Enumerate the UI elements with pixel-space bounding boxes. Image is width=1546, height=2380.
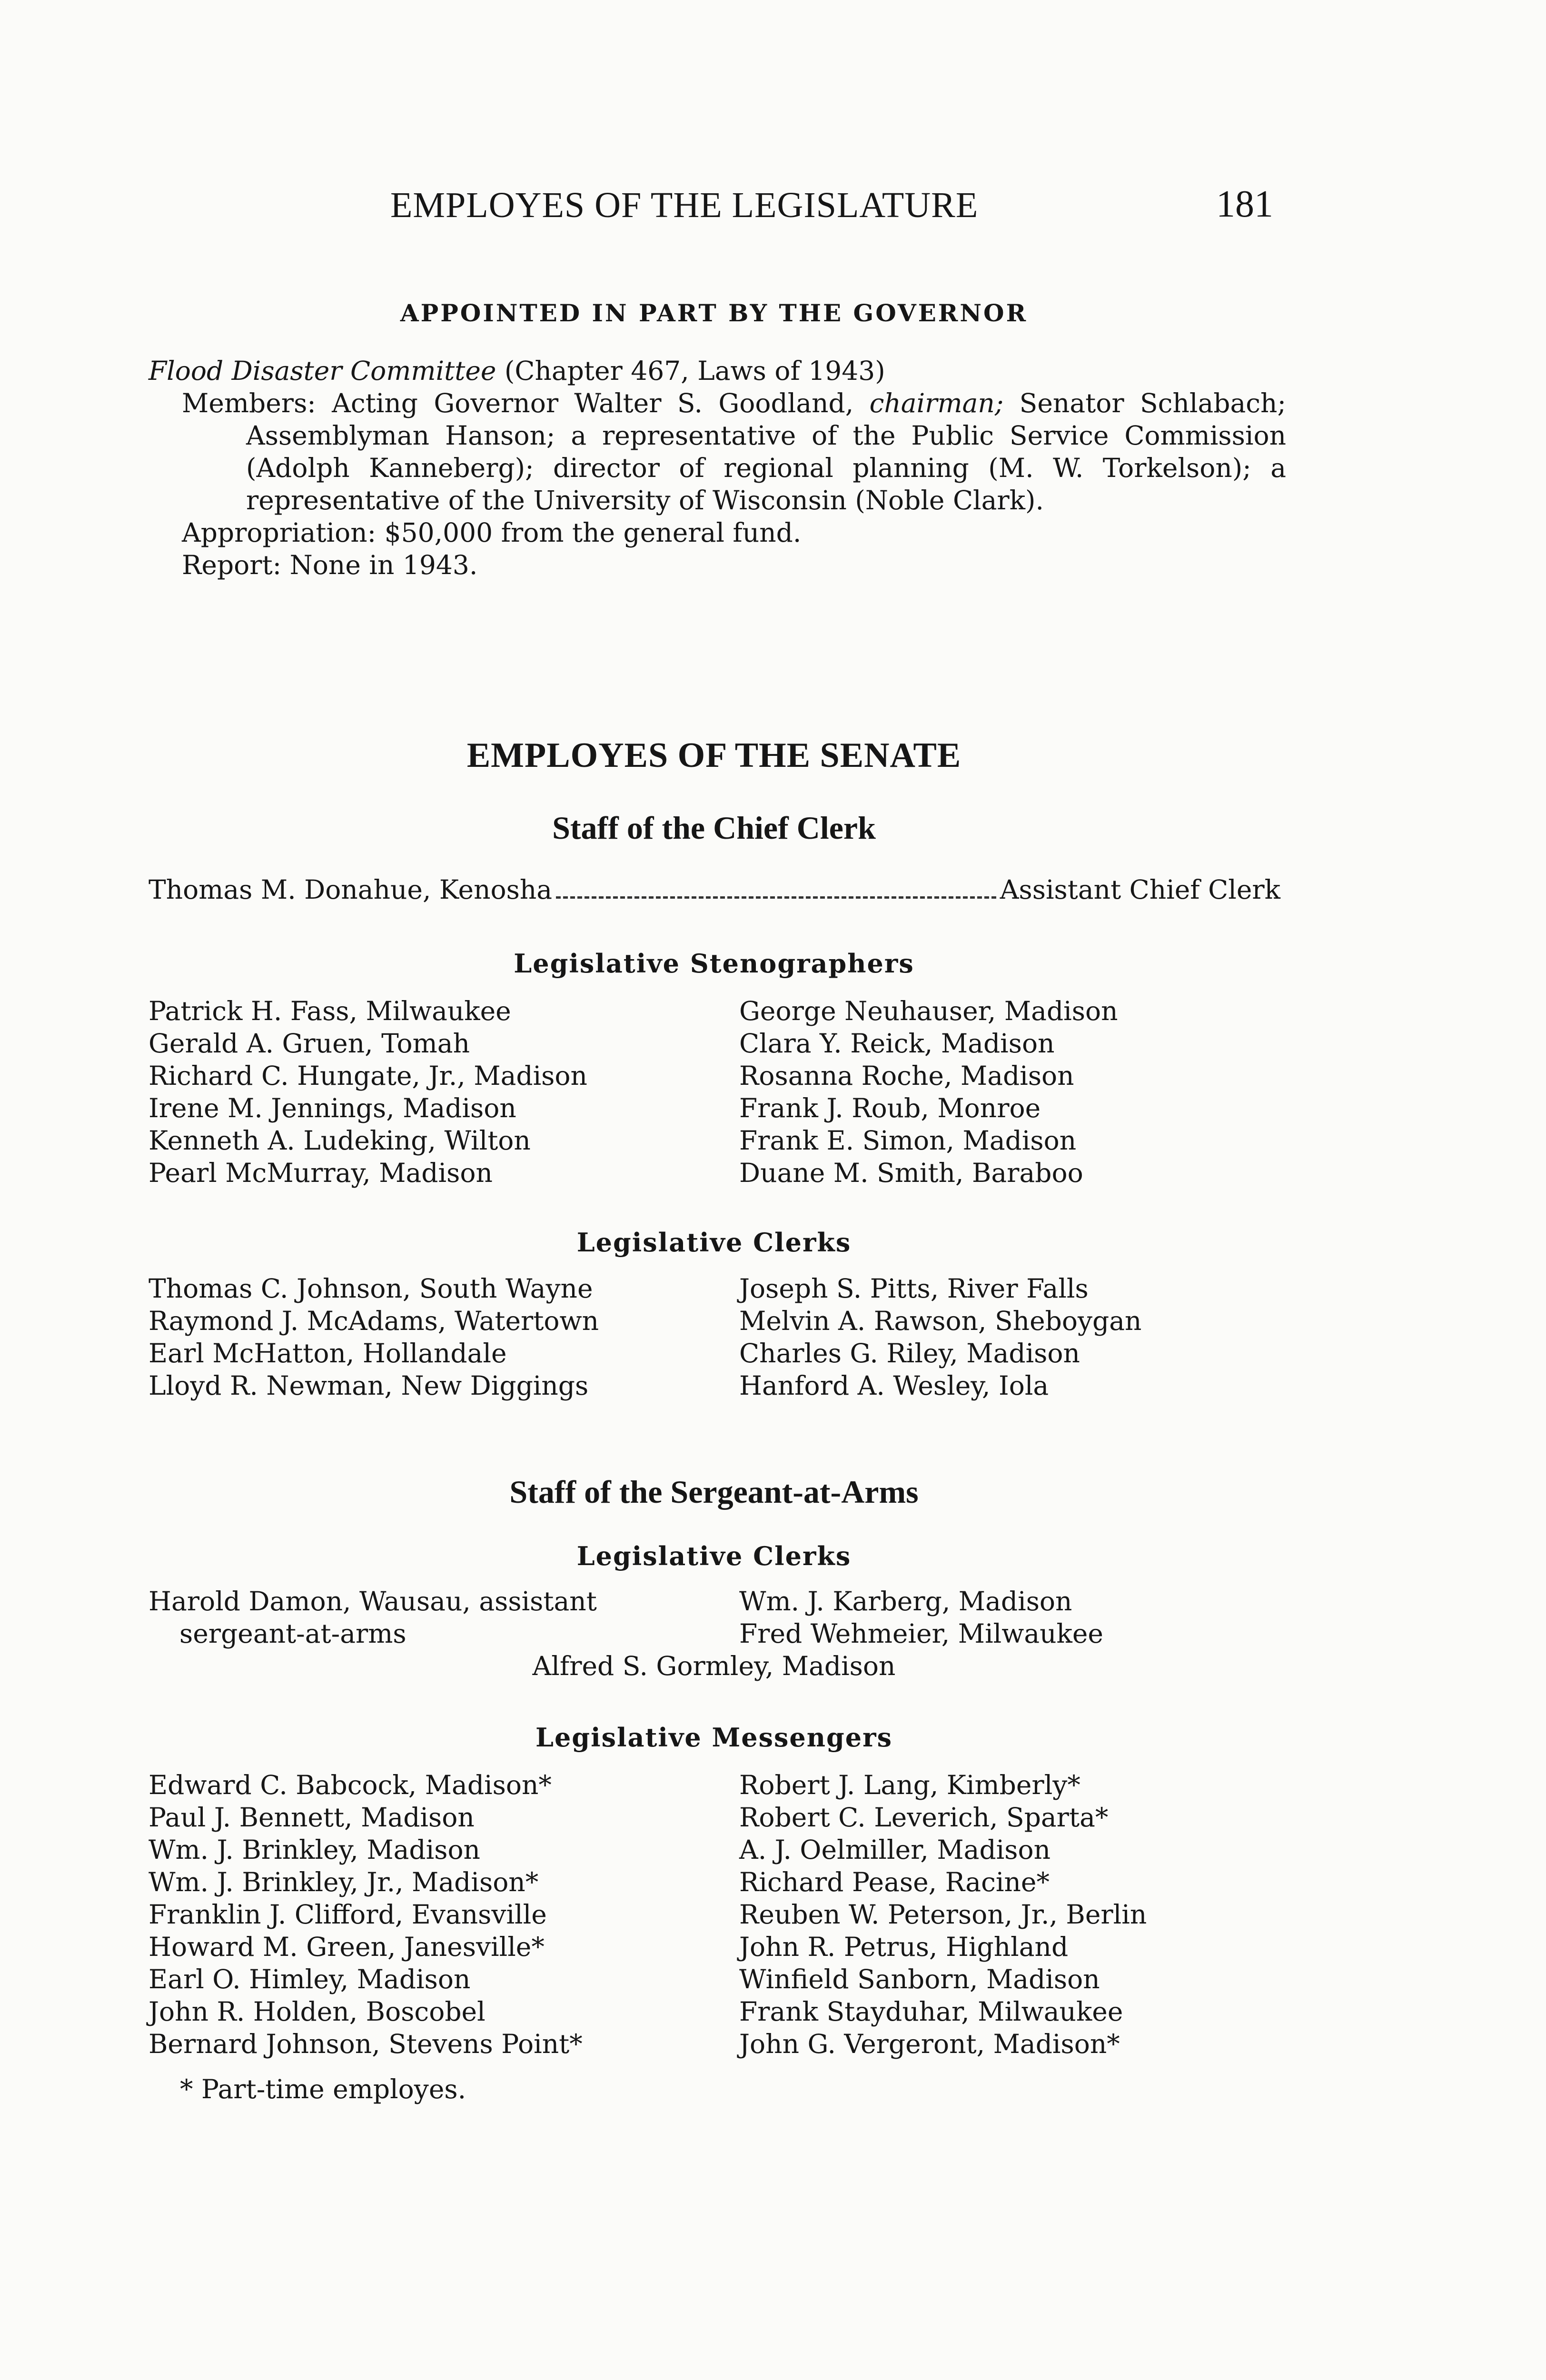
committee-title-line <box>149 355 1286 387</box>
committee-name: Flood Disaster Committee <box>149 356 496 386</box>
list-item: Gerald A. Gruen, Tomah <box>149 1028 470 1059</box>
list-item: Frank Stayduhar, Milwaukee <box>739 1996 1123 2027</box>
committee-members <box>149 387 1286 516</box>
stenographers-heading: Legislative Stenographers <box>514 948 914 979</box>
list-item: Rosanna Roche, Madison <box>739 1061 1074 1091</box>
members-text: Members: Acting Governor Walter S. Goodland, <box>182 388 870 418</box>
assistant-title: Assistant Chief Clerk <box>1000 874 1280 905</box>
committee-appropriation: Appropriation: $50,000 from the general fund. <box>182 517 802 548</box>
running-head: EMPLOYES OF THE LEGISLATURE <box>390 185 979 225</box>
list-item: Fred Wehmeier, Milwaukee <box>739 1618 1103 1649</box>
list-item: Bernard Johnson, Stevens Point* <box>149 2029 583 2059</box>
sergeant-assistant-entry <box>149 1585 597 1650</box>
list-item: Winfield Sanborn, Madison <box>739 1964 1100 1994</box>
list-item: Howard M. Green, Janesville* <box>149 1932 545 1962</box>
list-item: Duane M. Smith, Baraboo <box>739 1158 1083 1188</box>
committee-entry <box>149 355 1286 581</box>
footnote: * Part-time employes. <box>180 2074 466 2104</box>
list-item: Clara Y. Reick, Madison <box>739 1028 1055 1059</box>
list-item: Raymond J. McAdams, Watertown <box>149 1306 599 1336</box>
list-item: Edward C. Babcock, Madison* <box>149 1770 552 1800</box>
sergeant-clerks-right-column <box>739 1585 1103 1650</box>
list-item: Hanford A. Wesley, Iola <box>739 1370 1049 1401</box>
chief-clerk-clerks-heading: Legislative Clerks <box>576 1227 852 1258</box>
list-item: Paul J. Bennett, Madison <box>149 1802 475 1833</box>
list-item: Earl McHatton, Hollandale <box>149 1338 507 1368</box>
assistant-name: Thomas M. Donahue, Kenosha <box>149 874 553 905</box>
committee-source: (Chapter 467, Laws of 1943) <box>496 356 885 386</box>
list-item: Franklin J. Clifford, Evansville <box>149 1899 547 1930</box>
dot-leader <box>556 896 996 899</box>
list-item: Harold Damon, Wausau, assistant <box>149 1586 597 1616</box>
list-item: John G. Vergeront, Madison* <box>739 2029 1120 2059</box>
messengers-heading: Legislative Messengers <box>535 1722 892 1753</box>
governor-section-heading: APPOINTED IN PART BY THE GOVERNOR <box>400 299 1028 327</box>
list-item: Kenneth A. Ludeking, Wilton <box>149 1125 531 1156</box>
assistant-chief-clerk-row <box>149 873 1280 906</box>
list-item: A. J. Oelmiller, Madison <box>739 1835 1051 1865</box>
list-item: Joseph S. Pitts, River Falls <box>739 1273 1089 1304</box>
chairman-label: chairman; <box>869 388 1004 418</box>
list-item: John R. Holden, Boscobel <box>149 1996 486 2027</box>
list-item: Richard Pease, Racine* <box>739 1867 1050 1897</box>
list-item: Earl O. Himley, Madison <box>149 1964 471 1994</box>
stenographers-right-column <box>739 995 1118 1189</box>
messengers-right-column <box>739 1769 1147 2060</box>
list-item: Frank J. Roub, Monroe <box>739 1093 1041 1123</box>
list-item: George Neuhauser, Madison <box>739 996 1118 1026</box>
list-item: Patrick H. Fass, Milwaukee <box>149 996 511 1026</box>
clerks-left-column <box>149 1272 599 1402</box>
committee-report: Report: None in 1943. <box>182 550 478 580</box>
list-item: Richard C. Hungate, Jr., Madison <box>149 1061 587 1091</box>
list-item: John R. Petrus, Highland <box>739 1932 1069 1962</box>
list-item: Thomas C. Johnson, South Wayne <box>149 1273 593 1304</box>
list-item: Pearl McMurray, Madison <box>149 1158 493 1188</box>
list-item: Wm. J. Brinkley, Madison <box>149 1835 480 1865</box>
list-item: Wm. J. Brinkley, Jr., Madison* <box>149 1867 539 1897</box>
sergeant-clerk-centered: Alfred S. Gormley, Madison <box>532 1651 896 1681</box>
chief-clerk-staff-title: Staff of the Chief Clerk <box>552 810 876 846</box>
list-item: Robert C. Leverich, Sparta* <box>739 1802 1109 1833</box>
list-item: Melvin A. Rawson, Sheboygan <box>739 1306 1142 1336</box>
list-item: Lloyd R. Newman, New Diggings <box>149 1370 589 1401</box>
list-item: Frank E. Simon, Madison <box>739 1125 1077 1156</box>
members-text-rest: Senator Schlabach; Assemblyman Hanson; a representative of the Public Service Commission (Adolph Kanneberg); director of regional planning (M. W. Torkelson); a representative of the University of Wisconsin (Noble Clark). <box>246 388 1286 516</box>
messengers-left-column <box>149 1769 583 2060</box>
list-item: Charles G. Riley, Madison <box>739 1338 1080 1368</box>
list-item: Reuben W. Peterson, Jr., Berlin <box>739 1899 1147 1930</box>
sergeant-clerks-heading: Legislative Clerks <box>576 1541 852 1571</box>
clerks-right-column <box>739 1272 1141 1402</box>
senate-section-title: EMPLOYES OF THE SENATE <box>466 736 961 775</box>
stenographers-left-column <box>149 995 587 1189</box>
list-item: Wm. J. Karberg, Madison <box>739 1586 1072 1616</box>
list-item-continuation: sergeant-at-arms <box>179 1618 406 1649</box>
sergeant-staff-title: Staff of the Sergeant-at-Arms <box>509 1474 919 1510</box>
list-item: Robert J. Lang, Kimberly* <box>739 1770 1080 1800</box>
list-item: Irene M. Jennings, Madison <box>149 1093 516 1123</box>
page-number: 181 <box>1216 183 1273 225</box>
